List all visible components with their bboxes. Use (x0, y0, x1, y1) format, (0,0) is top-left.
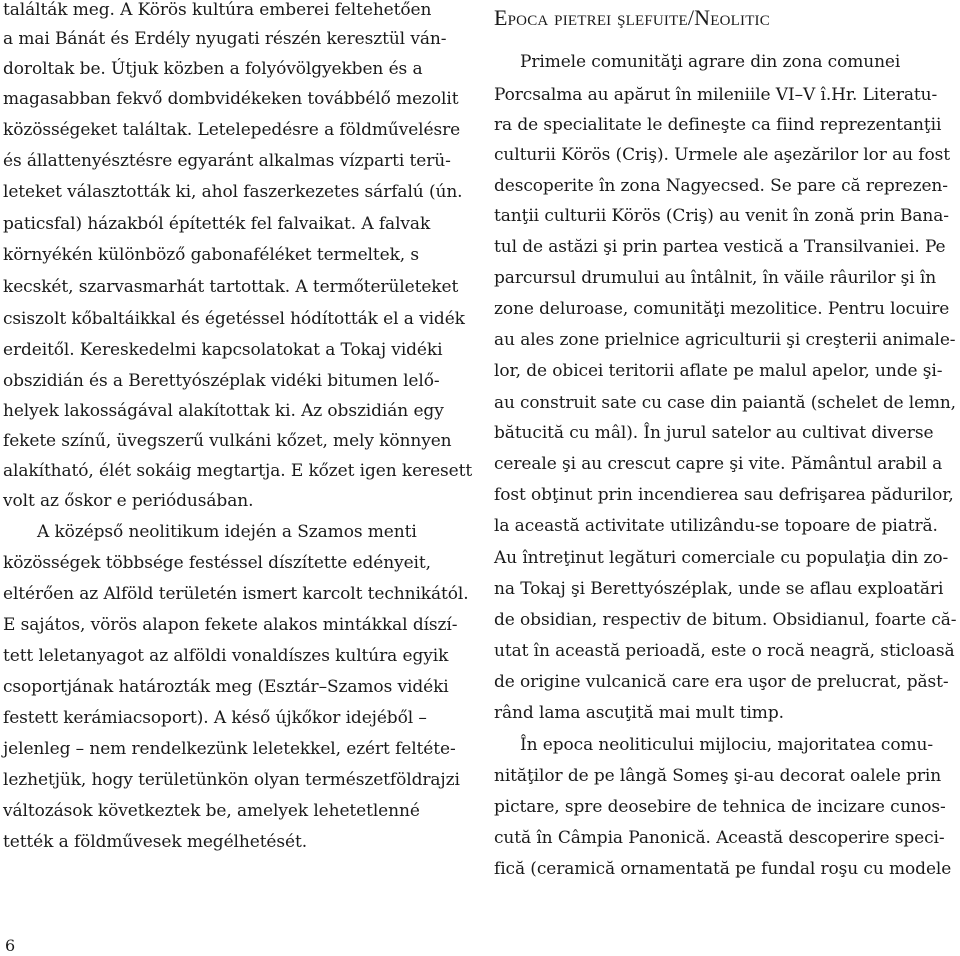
paragraph-start-line: În epoca neoliticului mijlociu, majoritatea comu- (520, 735, 933, 755)
text-line: au construit sate cu case din paiantă (schelet de lemn, (494, 392, 956, 412)
text-line: alakítható, élét sokáig megtartja. E kőzet igen keresett (3, 461, 473, 481)
text-line: környékén különböző gabonaféléket termeltek, s (3, 245, 420, 265)
text-line: cereale şi au crescut capre şi vite. Pământul arabil a (494, 454, 943, 474)
text-line: utat în această perioadă, este o rocă neagră, sticloasă (494, 641, 955, 661)
text-line: cută în Câmpia Panonică. Această descoperire speci- (494, 828, 945, 848)
text-line: közösségek többsége festéssel díszítette edényeit, (3, 553, 431, 573)
text-line: leteket választották ki, ahol faszerkezetes sárfalú (ún. (3, 182, 463, 202)
text-line: tették a földművesek megélhetését. (3, 832, 308, 852)
text-line: nităţilor de pe lângă Someş şi-au decorat oalele prin (494, 766, 942, 786)
text-line: culturii Körös (Criş). Urmele ale aşezărilor lor au fost (494, 145, 950, 165)
text-line: kecskét, szarvasmarhát tartottak. A termőterületeket (3, 277, 459, 297)
text-line: lor, de obicei teritorii aflate pe malul apelor, unde şi- (494, 361, 943, 381)
text-line: paticsfal) házakból építették fel falvaikat. A falvak (3, 214, 431, 234)
text-line: tul de astăzi şi prin partea vestică a Transilvaniei. Pe (494, 237, 946, 257)
text-line: na Tokaj şi Berettyószéplak, unde se aflau exploatări (494, 579, 944, 599)
text-line: csiszolt kőbaltáikkal és égetéssel hódították el a vidék (3, 309, 465, 329)
paragraph-start-line: Primele comunităţi agrare din zona comunei (520, 52, 901, 72)
text-line: ra de specialitate le defineşte ca fiind reprezentanţii (494, 115, 942, 135)
text-line: doroltak be. Útjuk közben a folyóvölgyekben és a (3, 59, 423, 79)
text-line: tett leletanyagot az alföldi vonaldíszes kultúra egyik (3, 646, 449, 666)
text-line: descoperite în zona Nagyecsed. Se pare că reprezen- (494, 176, 948, 196)
text-line: au ales zone prielnice agriculturii şi creşterii animale- (494, 330, 956, 350)
text-line: bătucită cu mâl). În jurul satelor au cultivat diverse (494, 423, 934, 443)
text-line: helyek lakosságával alakítottak ki. Az obszidián egy (3, 401, 444, 421)
text-line: zone deluroase, comunităţi mezolitice. Pentru locuire (494, 299, 950, 319)
text-line: fică (ceramică ornamentată pe fundal roşu cu modele (494, 859, 952, 879)
text-line: és állattenyésztésre egyaránt alkalmas vízparti terü- (3, 151, 451, 171)
text-line: lezhetjük, hogy területünkön olyan természetföldrajzi (3, 770, 460, 790)
text-line: közösségeket találtak. Letelepedésre a földművelésre (3, 120, 461, 140)
text-line: erdeitől. Kereskedelmi kapcsolatokat a Tokaj vidéki (3, 340, 443, 360)
text-line: volt az őskor e periódusában. (3, 491, 254, 511)
text-line: csoportjának határozták meg (Esztár–Szamos vidéki (3, 677, 449, 697)
text-line: obszidián és a Berettyószéplak vidéki bitumen lelő- (3, 371, 440, 391)
text-line: rând lama ascuţită mai mult timp. (494, 703, 784, 723)
text-line: tanţii culturii Körös (Criş) au venit în zonă prin Bana- (494, 206, 949, 226)
text-line: de obsidian, respectiv de bitum. Obsidianul, foarte că- (494, 610, 957, 630)
text-line: Au întreţinut legături comerciale cu populaţia din zo- (494, 548, 949, 568)
text-line: festett kerámiacsoport). A késő újkőkor idejéből – (3, 708, 427, 728)
text-line: pictare, spre deosebire de tehnica de incizare cunos- (494, 797, 946, 817)
text-line: eltérően az Alföld területén ismert karcolt technikától. (3, 584, 469, 604)
text-line: magasabban fekvő dombvidékeken továbbélő mezolit (3, 89, 459, 109)
text-line: a mai Bánát és Erdély nyugati részén keresztül ván- (3, 29, 447, 49)
text-line: fost obţinut prin incendierea sau defrişarea pădurilor, (494, 485, 954, 505)
text-line: Porcsalma au apărut în mileniile VI–V î.Hr. Literatu- (494, 85, 938, 105)
text-line: la această activitate utilizându-se topoare de piatră. (494, 516, 938, 536)
text-line: fekete színű, üvegszerű vulkáni kőzet, mely könnyen (3, 431, 452, 451)
text-line: de origine vulcanică care era uşor de prelucrat, păst- (494, 672, 949, 692)
text-line: változások következtek be, amelyek lehetetlenné (3, 801, 420, 821)
section-heading: Epoca pietrei şlefuite/Neolitic (494, 5, 770, 30)
text-line: találták meg. A Körös kultúra emberei feltehetően (3, 0, 432, 20)
text-line: jelenleg – nem rendelkezünk leletekkel, ezért feltéte- (3, 739, 456, 759)
page-number: 6 (5, 936, 16, 955)
text-line: E sajátos, vörös alapon fekete alakos mintákkal díszí- (3, 615, 458, 635)
paragraph-start-line: A középső neolitikum idején a Szamos menti (37, 522, 417, 542)
text-line: parcursul drumului au întâlnit, în văile râurilor şi în (494, 268, 937, 288)
